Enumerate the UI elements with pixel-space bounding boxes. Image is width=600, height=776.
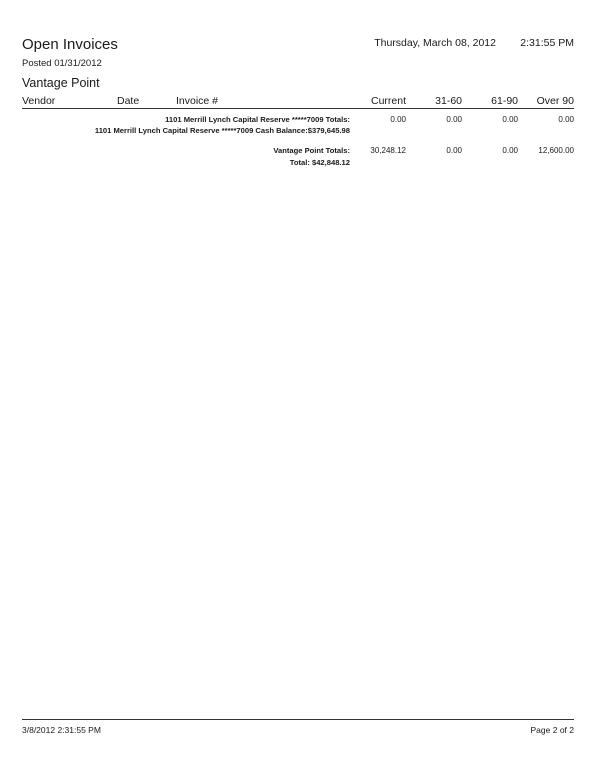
account-totals-current: 0.00 [390,115,406,124]
column-header-vendor: Vendor [22,95,56,107]
posted-date: Posted 01/31/2012 [22,58,102,69]
footer-timestamp: 3/8/2012 2:31:55 PM [22,725,101,735]
entity-totals-31-60: 0.00 [446,146,462,155]
entity-totals-over-90: 12,600.00 [538,146,574,155]
column-header-over-90: Over 90 [536,95,574,107]
column-header-31-60: 31-60 [435,95,462,107]
account-totals-label: 1101 Merrill Lynch Capital Reserve *****7009 Totals: [165,115,350,124]
column-header-invoice: Invoice # [176,95,219,107]
column-header-current: Current [370,95,406,107]
run-time: 2:31:55 PM [520,37,574,49]
footer-divider [22,719,574,720]
account-totals-31-60: 0.00 [446,115,462,124]
page-number: Page 2 of 2 [530,725,574,735]
account-totals-over-90: 0.00 [558,115,574,124]
account-totals-61-90: 0.00 [502,115,518,124]
entity-name: Vantage Point [22,76,100,90]
header-divider [22,108,574,109]
run-date: Thursday, March 08, 2012 [374,37,496,49]
entity-totals-label: Vantage Point Totals: [273,146,350,155]
column-header-61-90: 61-90 [491,95,518,107]
entity-totals-61-90: 0.00 [502,146,518,155]
grand-total: Total: $42,848.12 [289,158,350,167]
report-title: Open Invoices [22,36,118,53]
column-header-date: Date [117,95,140,107]
cash-balance-label: 1101 Merrill Lynch Capital Reserve *****7009 Cash Balance:$379,645.98 [94,126,350,135]
entity-totals-current: 30,248.12 [370,146,406,155]
